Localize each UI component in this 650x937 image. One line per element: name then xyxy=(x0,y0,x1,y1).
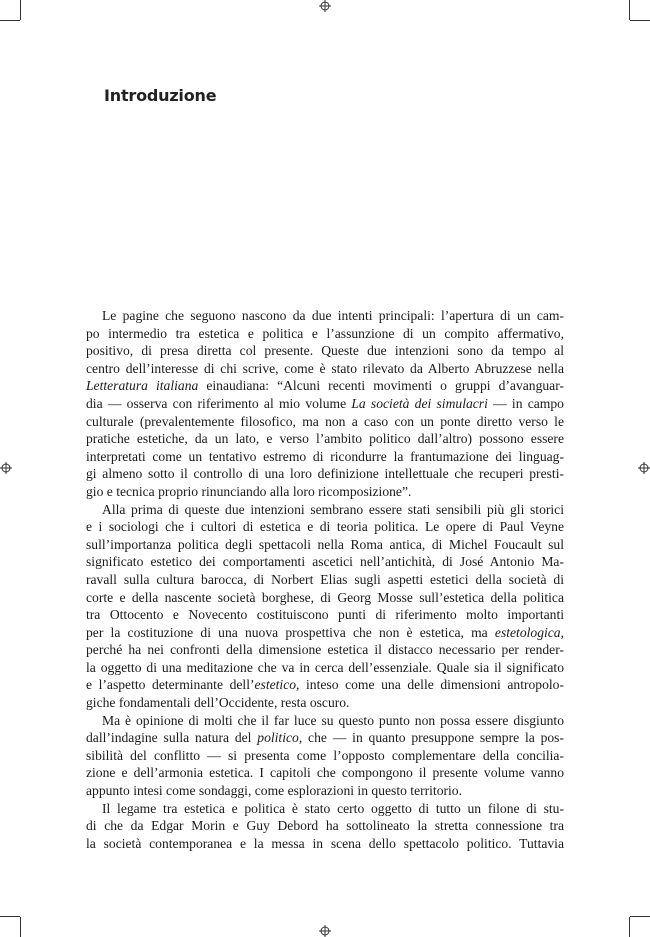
text-line xyxy=(86,360,564,378)
text-line xyxy=(86,465,564,483)
text-line xyxy=(86,624,564,642)
body-text xyxy=(86,307,564,852)
text-line xyxy=(86,764,564,782)
text-line xyxy=(86,553,564,571)
text-run: dia — osserva con riferimento al mio volume xyxy=(86,395,352,411)
text-line xyxy=(86,747,564,765)
text-run: sull’importanza politica degli spettacoli nella Roma antica, di Michel Foucault sul xyxy=(86,536,564,552)
text-line xyxy=(86,430,564,448)
crop-mark xyxy=(20,917,21,937)
text-run: corte e della nascente società borghese, di Georg Mosse sull’estetica della politica xyxy=(86,589,564,605)
text-run: ravall sulla cultura barocca, di Norbert Elias sugli aspetti estetici della società di xyxy=(86,571,564,587)
text-line xyxy=(86,676,564,694)
text-line xyxy=(86,571,564,589)
text-run: — in campo xyxy=(487,395,564,411)
italic-text: La società dei simulacri xyxy=(351,395,488,411)
crop-mark xyxy=(0,20,20,21)
italic-text: estetologica xyxy=(494,624,561,640)
text-run: zione e dell’armonia estetica. I capitoli che compongono il presente volume vanno xyxy=(86,765,564,781)
text-line xyxy=(86,782,564,800)
text-run: , che — in quanto presuppone sempre la pos- xyxy=(298,730,565,746)
text-run: culturale (prevalentemente filosofico, ma non a caso con un ponte diretto verso le xyxy=(86,413,564,429)
text-line xyxy=(86,325,564,343)
text-run: positivo, di presa diretta col presente. Queste due intenzioni sono da tempo al xyxy=(86,343,564,359)
chapter-heading: Introduzione xyxy=(104,86,217,105)
crop-mark xyxy=(20,0,21,20)
text-line xyxy=(86,817,564,835)
text-run: la società contemporanea e la messa in scena dello spettacolo politico. Tuttavia xyxy=(86,835,564,851)
registration-mark-icon xyxy=(319,925,331,937)
text-run: pratiche estetiche, da un lato, e verso l’ambito politico dall’altro) possono essere xyxy=(86,431,564,447)
text-run: per la costituzione di una nuova prospettiva che non è estetica, ma xyxy=(86,624,495,640)
text-run: , inteso come una delle dimensioni antropolo- xyxy=(296,677,564,693)
text-run: Il legame tra estetica e politica è stato certo oggetto di tutto un filone di stu- xyxy=(102,800,564,816)
text-line xyxy=(86,377,564,395)
text-line xyxy=(86,589,564,607)
text-run: Alla prima di queste due intenzioni sembrano essere stati sensibili più gli storici xyxy=(102,501,564,517)
text-run: perché ha nei confronti della dimensione estetica il distacco necessario per render- xyxy=(86,642,564,658)
text-run: centro dell’interesse di chi scrive, come è stato rilevato da Alberto Abruzzese nella xyxy=(86,360,564,376)
text-run: Ma è opinione di molti che il far luce su questo punto non possa essere disgiunto xyxy=(102,712,564,728)
text-run: po intermedio tra estetica e politica e l’assunzione di un compito affermativo, xyxy=(86,325,564,341)
text-line xyxy=(86,448,564,466)
registration-mark-icon xyxy=(319,0,331,12)
crop-mark xyxy=(630,20,650,21)
text-line xyxy=(86,694,564,712)
italic-text: Letteratura italiana xyxy=(86,378,199,394)
text-run: interpretati come un tentativo estremo di ricondurre la frantumazione dei linguag- xyxy=(86,448,564,464)
text-line xyxy=(86,342,564,360)
registration-mark-icon xyxy=(638,462,650,474)
text-line xyxy=(86,729,564,747)
registration-mark-icon xyxy=(0,462,12,474)
text-run: Le pagine che seguono nascono da due intenti principali: l’apertura di un cam- xyxy=(102,308,564,323)
text-run: di che da Edgar Morin e Guy Debord ha sottolineato la stretta connessione tra xyxy=(86,818,564,834)
text-line xyxy=(86,659,564,677)
text-run: dall’indagine sulla natura del xyxy=(86,730,258,746)
crop-mark xyxy=(629,0,630,20)
text-run: appunto intesi come sondaggi, come esplorazioni in questo territorio. xyxy=(86,783,463,799)
text-line xyxy=(86,800,564,818)
text-line xyxy=(86,536,564,554)
text-run: la oggetto di una meditazione che va in cerca dell’essenziale. Quale sia il significato xyxy=(86,659,564,675)
text-line xyxy=(86,395,564,413)
text-run: e i sociologi che i cultori di estetica e di teoria politica. Le opere di Paul Veyne xyxy=(86,519,564,535)
text-run: significato estetico dei comportamenti ascetici nell’antichità, di José Antonio Ma- xyxy=(86,554,564,570)
text-run: tra Ottocento e Novecento costituiscono punti di riferimento molto importanti xyxy=(86,607,564,623)
text-line xyxy=(86,712,564,730)
text-run: gi almeno sotto il controllo di una loro definizione intellettuale che recuperi presti- xyxy=(86,466,564,482)
text-run: sibilità del conflitto — si presenta come l’opposto complementare della concilia- xyxy=(86,747,564,763)
italic-text: politico xyxy=(257,730,299,746)
crop-mark xyxy=(0,916,20,917)
text-run: , xyxy=(560,624,564,640)
text-line xyxy=(86,518,564,536)
text-line xyxy=(86,641,564,659)
text-line xyxy=(86,413,564,431)
text-line xyxy=(86,307,564,325)
text-run: gio e tecnica proprio rinunciando alla loro ricomposizione”. xyxy=(86,483,412,499)
text-line xyxy=(86,483,564,501)
text-line xyxy=(86,501,564,519)
text-run: einaudiana: “Alcuni recenti movimenti o gruppi d’avanguar- xyxy=(198,378,564,394)
crop-mark xyxy=(629,917,630,937)
text-run: giche fondamentali dell’Occidente, resta oscuro. xyxy=(86,695,350,711)
italic-text: estetico xyxy=(254,677,297,693)
crop-mark xyxy=(630,916,650,917)
text-line xyxy=(86,606,564,624)
text-line xyxy=(86,835,564,853)
text-run: e l’aspetto determinante dell’ xyxy=(86,677,255,693)
